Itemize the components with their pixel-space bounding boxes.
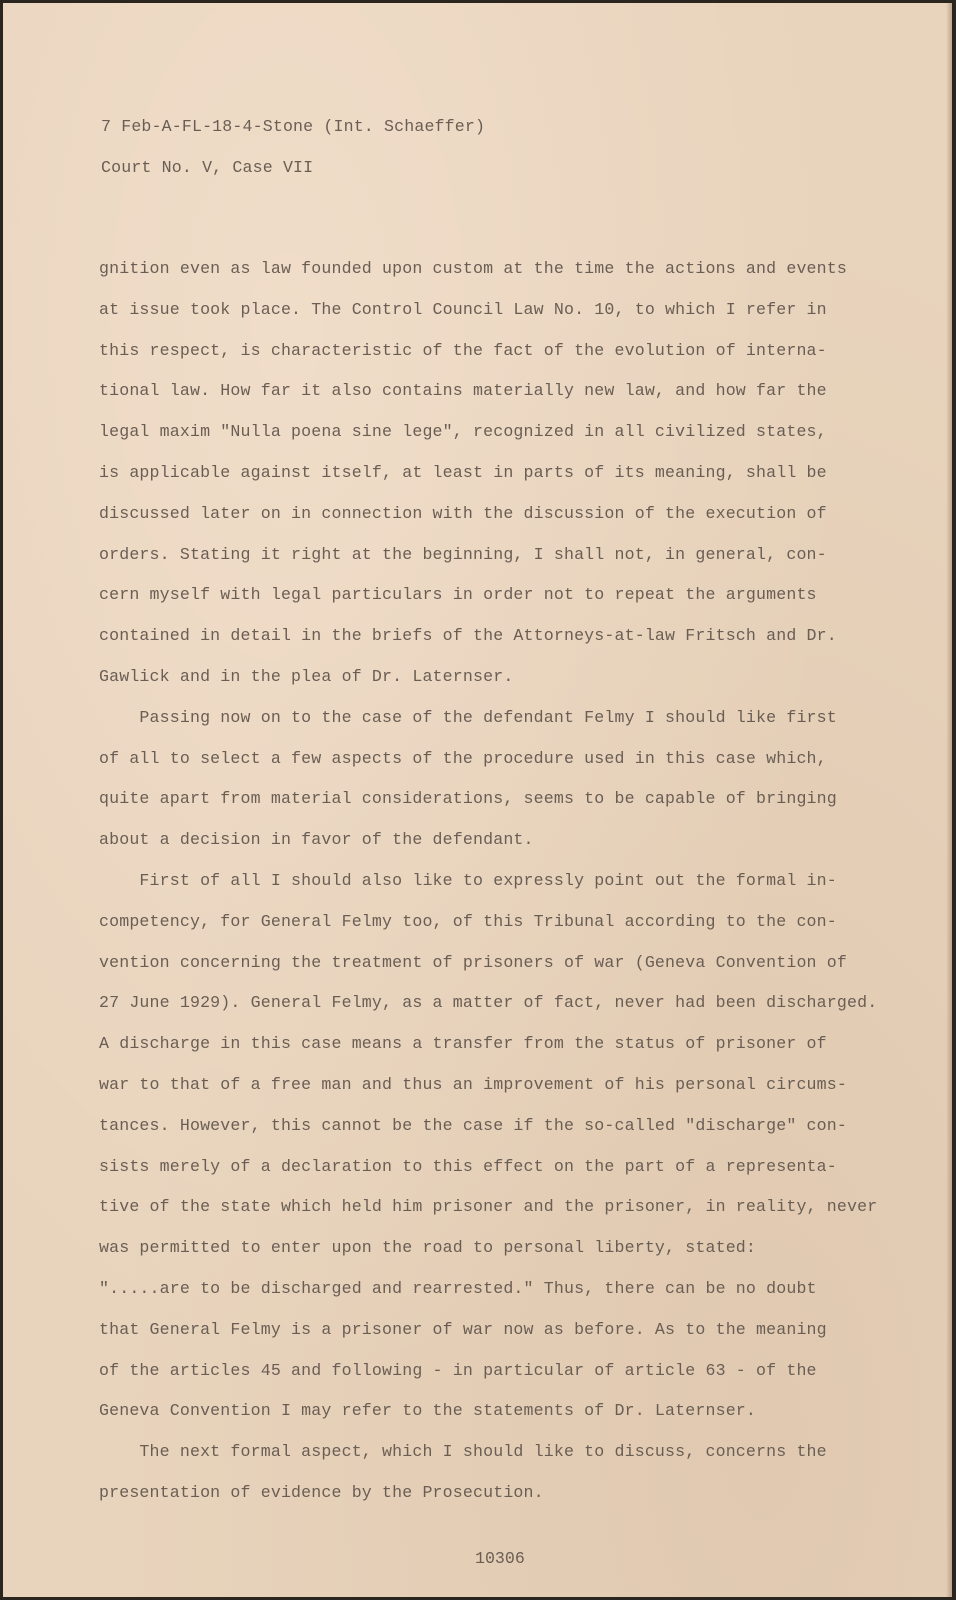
text-line: A discharge in this case means a transfer from the status of prisoner of (99, 1034, 827, 1054)
text-line: tive of the state which held him prisoner and the prisoner, in reality, never (99, 1197, 878, 1217)
text-line: that General Felmy is a prisoner of war now as before. As to the meaning (99, 1319, 827, 1339)
page-number: 10306 (475, 1549, 525, 1568)
text-line: tances. However, this cannot be the case if the so-called "discharge" con- (99, 1115, 847, 1135)
text-line: this respect, is characteristic of the fact of the evolution of interna- (99, 340, 827, 360)
text-line: is applicable against itself, at least in parts of its meaning, shall be (99, 463, 827, 482)
text-line: presentation of evidence by the Prosecution. (99, 1483, 544, 1502)
text-line: of all to select a few aspects of the procedure used in this case which, (99, 748, 827, 768)
text-line: orders. Stating it right at the beginning, I shall not, in general, con- (99, 544, 827, 564)
text-line: First of all I should also like to expressly point out the formal in- (99, 871, 837, 890)
text-line: about a decision in favor of the defendant. (99, 830, 534, 850)
text-line: competency, for General Felmy too, of this Tribunal according to the con- (99, 911, 837, 931)
text-line: gnition even as law founded upon custom at the time the actions and events (99, 259, 847, 278)
text-line: 27 June 1929). General Felmy, as a matter of fact, never had been discharged. (99, 993, 878, 1013)
text-line: vention concerning the treatment of prisoners of war (Geneva Convention of (99, 952, 847, 972)
text-line: cern myself with legal particulars in order not to repeat the arguments (99, 585, 817, 605)
text-line: sists merely of a declaration to this effect on the part of a representa- (99, 1156, 837, 1176)
text-line: war to that of a free man and thus an improvement of his personal circums- (99, 1075, 847, 1094)
document-reference: 7 Feb-A-FL-18-4-Stone (Int. Schaeffer) (101, 117, 486, 136)
text-line: The next formal aspect, which I should like to discuss, concerns the (99, 1442, 827, 1462)
text-line: was permitted to enter upon the road to personal liberty, stated: (99, 1238, 757, 1258)
text-line: legal maxim "Nulla poena sine lege", recognized in all civilized states, (99, 422, 827, 442)
court-case-line: Court No. V, Case VII (101, 158, 314, 177)
text-line: contained in detail in the briefs of the Attorneys-at-law Fritsch and Dr. (99, 626, 837, 646)
document-page (3, 3, 952, 1597)
text-line: tional law. How far it also contains materially new law, and how far the (99, 381, 827, 401)
text-line: discussed later on in connection with the discussion of the execution of (99, 503, 827, 523)
text-line: quite apart from material considerations, seems to be capable of bringing (99, 789, 837, 809)
text-line: of the articles 45 and following - in particular of article 63 - of the (99, 1360, 817, 1380)
text-line: Geneva Convention I may refer to the statements of Dr. Laternser. (99, 1401, 757, 1421)
page-edge (946, 3, 952, 1597)
text-line: ".....are to be discharged and rearrested." Thus, there can be no doubt (99, 1279, 817, 1298)
text-line: Gawlick and in the plea of Dr. Laternser. (99, 667, 514, 686)
text-line: at issue took place. The Control Council Law No. 10, to which I refer in (99, 299, 827, 319)
text-line: Passing now on to the case of the defendant Felmy I should like first (99, 707, 837, 727)
